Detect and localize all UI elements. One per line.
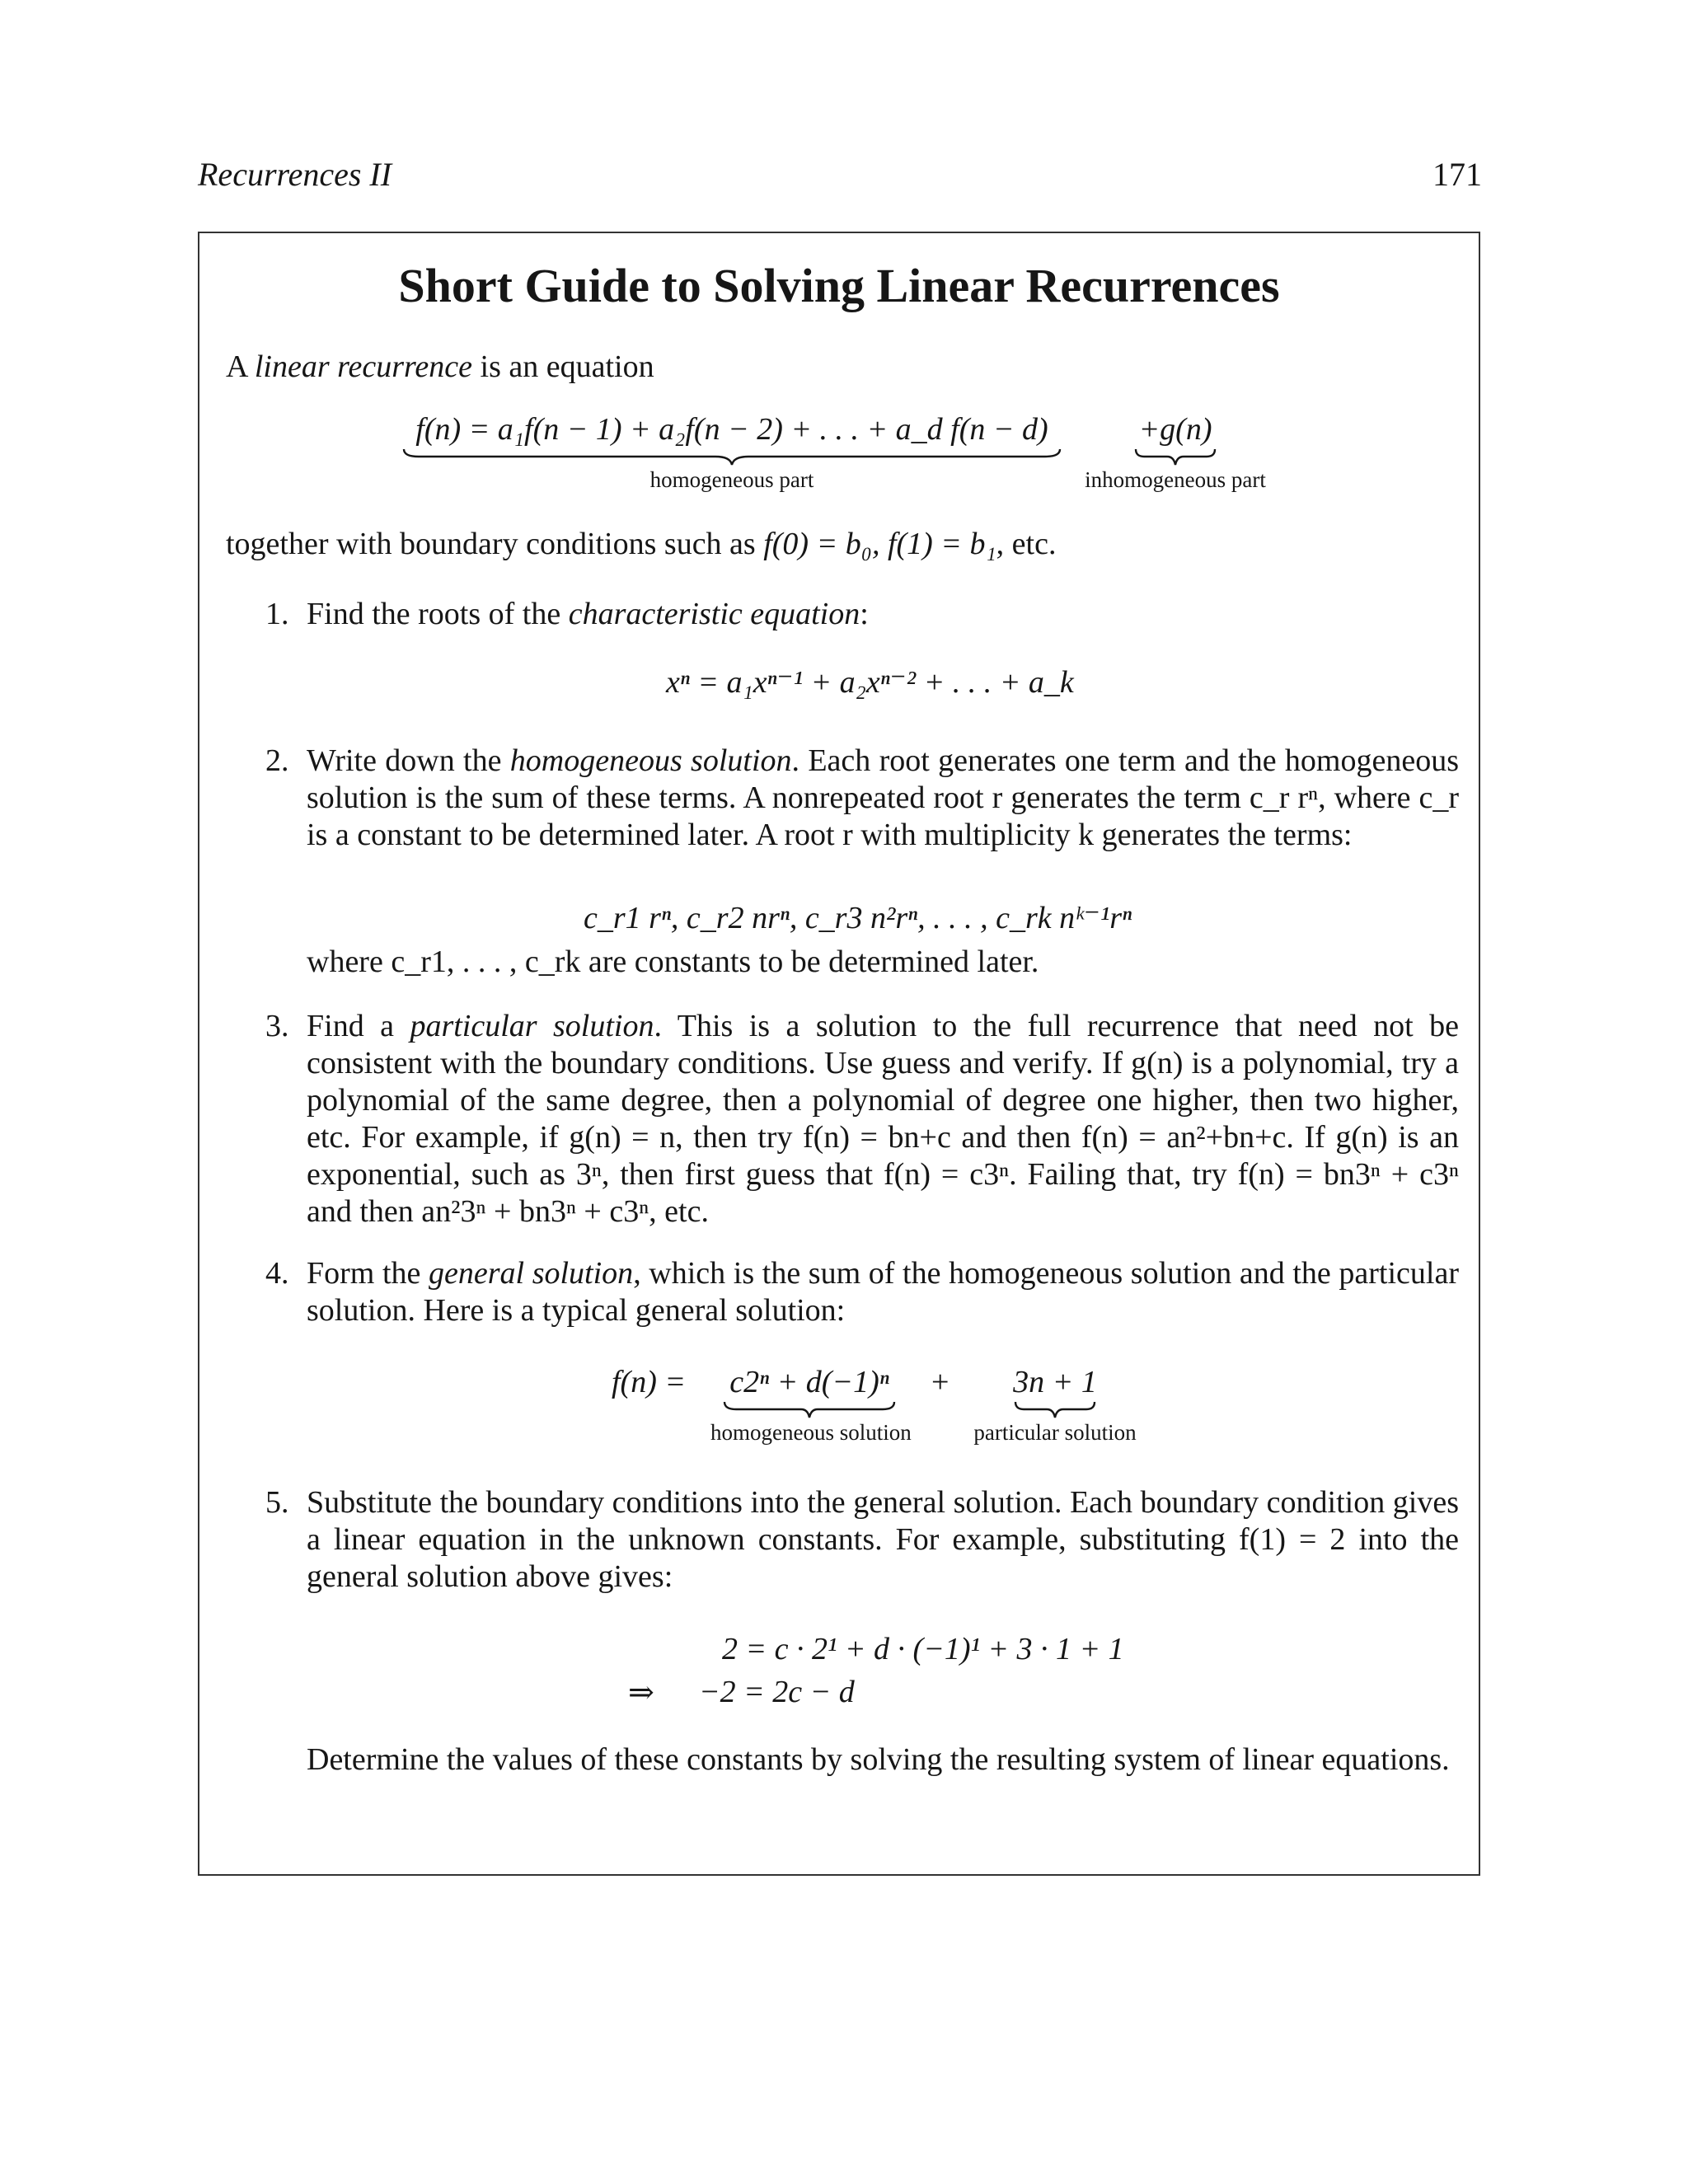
homogeneous-part-group	[402, 411, 1062, 493]
characteristic-equation: xⁿ = a₁xⁿ⁻¹ + a₂xⁿ⁻² + . . . + a_k	[666, 665, 1074, 700]
intro-paragraph	[226, 349, 654, 386]
intro-pre: A	[226, 349, 255, 384]
underbrace-particular-solution	[1014, 1400, 1096, 1418]
step-4-number: 4.	[265, 1256, 289, 1291]
recurrence-homogeneous: f(n) = a₁f(n − 1) + a₂f(n − 2) + . . . + a_d f(n − d)	[415, 412, 1048, 447]
step-4-post: , which is the sum of the homogeneous solution and the particular solution. Here is a typical general solution:	[307, 1256, 1459, 1328]
general-solution-lhs: f(n) =	[612, 1365, 687, 1399]
guide-box	[198, 232, 1480, 1876]
step-3-term: particular solution	[410, 1009, 654, 1043]
step-1	[265, 596, 1459, 633]
recurrence-inhomogeneous: +g(n)	[1138, 412, 1212, 447]
step-3-pre: Find a	[307, 1009, 410, 1043]
page-number: 171	[1432, 156, 1482, 193]
step-2-after	[265, 944, 1459, 981]
label-inhomogeneous-part: inhomogeneous part	[1085, 467, 1266, 492]
boundary-pre: together with boundary conditions such as	[226, 527, 764, 561]
step-3-post: . This is a solution to the full recurrence that need not be consistent with the boundary conditions. Use guess and verify. If g(n) is a polynomial, try a polynomial of the same degree, then a polynomial of degree one higher, then two higher, etc. For example, if g(n) = n, then try f(n) = bn+c and then f(n) = an²+bn+c. If g(n) is an exponential, such as 3ⁿ, then first guess that f(n) = c3ⁿ. Failing that, try f(n) = bn3ⁿ + c3ⁿ and then an²3ⁿ + bn3ⁿ + c3ⁿ, etc.	[307, 1009, 1460, 1229]
label-particular-solution: particular solution	[973, 1420, 1137, 1445]
homogeneous-terms-equation: c_r1 rⁿ, c_r2 nrⁿ, c_r3 n²rⁿ, . . . , c_rk nᵏ⁻¹rⁿ	[584, 901, 1132, 935]
step-1-term: characteristic equation	[568, 597, 860, 631]
step-2-term: homogeneous solution	[509, 743, 792, 778]
substitution-line-1: 2 = c · 2¹ + d · (−1)¹ + 3 · 1 + 1	[722, 1632, 1124, 1666]
step-5-after	[265, 1741, 1459, 1779]
label-homogeneous-part: homogeneous part	[649, 467, 814, 492]
underbrace-homogeneous-solution	[723, 1400, 896, 1418]
step-2	[265, 743, 1459, 854]
step-5-after-text: Determine the values of these constants by solving the resulting system of linear equations.	[307, 1742, 1450, 1777]
step-1-pre: Find the roots of the	[307, 597, 569, 631]
particular-solution-group	[964, 1364, 1146, 1446]
guide-title: Short Guide to Solving Linear Recurrences	[398, 259, 1280, 312]
step-1-number: 1.	[265, 597, 289, 631]
step-4	[265, 1255, 1459, 1329]
general-particular-expr: 3n + 1	[1013, 1365, 1097, 1399]
general-solution-plus: +	[931, 1365, 950, 1399]
step-2-number: 2.	[265, 743, 289, 778]
step-2-post: . Each root generates one term and the homogeneous solution is the sum of these terms. A nonrepeated root r generates the term c_r rⁿ, where c_r is a constant to be determined later. A root r with multiplicity k generates the terms:	[307, 743, 1459, 852]
intro-post: is an equation	[472, 349, 654, 384]
step-3	[265, 1008, 1459, 1230]
boundary-paragraph	[226, 526, 1056, 563]
substitution-line-2: −2 = 2c − d	[699, 1675, 855, 1709]
inhomogeneous-part-group	[1068, 411, 1282, 493]
step-2-pre: Write down the	[307, 743, 510, 778]
step-2-after-text: where c_r1, . . . , c_rk are constants to be determined later.	[307, 944, 1039, 979]
running-title: Recurrences II	[198, 156, 392, 193]
step-5-number: 5.	[265, 1485, 289, 1520]
step-4-term: general solution	[429, 1256, 634, 1291]
step-5	[265, 1484, 1459, 1596]
step-4-pre: Form the	[307, 1256, 429, 1291]
boundary-post: , etc.	[996, 527, 1057, 561]
step-3-number: 3.	[265, 1009, 289, 1043]
boundary-math: f(0) = b₀, f(1) = b₁	[763, 527, 996, 561]
underbrace-homogeneous	[402, 448, 1062, 466]
step-5-text: Substitute the boundary conditions into the general solution. Each boundary condition gives a linear equation in the unknown constants. For example, substituting f(1) = 2 into the general solution above gives:	[307, 1485, 1459, 1594]
step-1-post: :	[860, 597, 869, 631]
homogeneous-solution-group	[710, 1364, 912, 1446]
intro-term: linear recurrence	[254, 349, 473, 384]
underbrace-inhomogeneous	[1134, 448, 1217, 466]
implies-arrow: ⇒	[628, 1675, 654, 1710]
general-homogeneous-expr: c2ⁿ + d(−1)ⁿ	[729, 1365, 889, 1399]
label-homogeneous-solution: homogeneous solution	[710, 1420, 912, 1445]
